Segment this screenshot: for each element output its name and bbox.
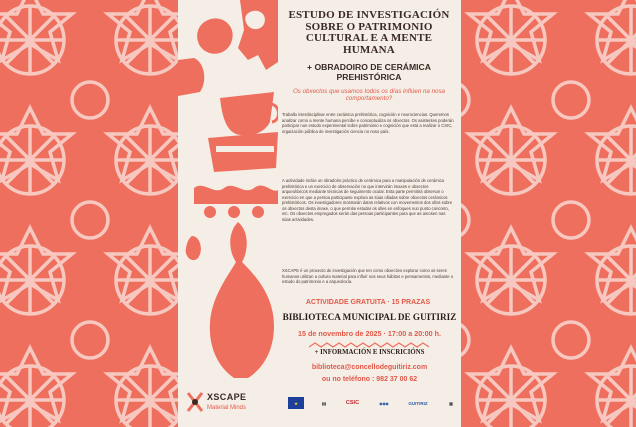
cup-icon: [220, 92, 274, 136]
cutout-shape-left: [178, 58, 204, 96]
zigzag-divider: [309, 342, 429, 348]
guitiriz-logo: GUITIRIZ: [408, 400, 428, 406]
cutout-leaf: [186, 236, 201, 260]
ornamental-frieze: [194, 185, 278, 218]
csic-logo: CSIC: [345, 400, 360, 406]
event-poster: [178, 0, 461, 427]
bowl-stripe: [216, 146, 274, 152]
contact-phone: ou no teléfono : 982 37 00 62: [321, 376, 418, 383]
ceramic-illustration: [178, 0, 278, 387]
xscape-logo: [186, 387, 272, 423]
sponsor-logos: [288, 392, 460, 414]
poster-subtitle: + OBRADOIRO DE CERÁMICA PREHISTÓRICA: [307, 62, 431, 82]
info-heading: + INFORMACIÓN E INSCRICIÓNS: [314, 349, 425, 356]
contact-email-link[interactable]: biblioteca@concellodeguitiriz.com: [311, 364, 428, 371]
cutout-shape-top: [238, 0, 278, 70]
brand-name: XSCAPE: [207, 392, 247, 402]
activity-badge: ACTIVIDADE GRATUITA · 15 PRAZAS: [305, 299, 431, 306]
tile-pattern-left: [0, 0, 178, 427]
poster-title: ESTUDO DE INVESTIGACIÓN SOBRE O PATRIMONIO CULTURAL E A MENTE HUMANA: [288, 9, 450, 56]
venue-name: BIBLIOTECA MUNICIPAL DE GUITIRIZ: [282, 312, 457, 322]
vase-icon: [210, 222, 274, 378]
library-logo: ▦: [449, 400, 453, 406]
xscape-mark-icon: [186, 391, 204, 413]
government-logo: ▮▮: [321, 400, 327, 406]
paragraph-xscape: XSCAPE é un proxecto de investigación que ten como obxectivo explorar como os seres humanos utilizan a cultura material para influír nos seus hábitos e pensamentos, mediante o estudo do patrimonio e a arqueoloxía.: [282, 268, 454, 284]
eu-flag-logo: ★: [288, 397, 304, 409]
paragraph-activity: A actividade inclúe un obradoiro práctico de cerámica para a manipulación de cerámica prehistórica e un exercicio de observación no que intervirán imaxes e obxectos arqueolóxicos mediante técnicas de seguimento ocular. Esta parte permitirá observar o exercicio en que a persoa participante explora as súas olladas sobre obxectos cerámicos prehistóricos. Os investigadores mostrarán datos relativos con movementos dos ollos sobre os obxectos desta imaxe, o que permite estudar os olles en enfoques nun punto concreto, etc. Os obxectos empregados serán das persoas participantes para que as amosen nas súas actividades.: [282, 178, 453, 222]
left-pattern-panel: [0, 0, 178, 427]
right-pattern-panel: [461, 0, 636, 427]
event-date: 15 de novembro de 2025 · 17:00 a 20:00 h.: [297, 329, 442, 338]
cutout-figure: [197, 18, 233, 53]
poster-question: Os obxectos que usamos todos os días inflúen na nosa comportamento?: [292, 88, 446, 103]
tile-pattern-right: [461, 0, 636, 427]
xunta-logo: ◆◆◆: [379, 400, 389, 406]
brand-tagline: Material Minds: [207, 405, 247, 411]
paragraph-intro: Traballo interdisciplinar entre cerámica prehistórica, cognición e neurociencias. Queremos analizar como a mente humana percibe e conceptualiza os obxectos. Os asistentes poderán participar nun estudo experimental sobre patrimonio e cognición que está a realizar o CSIC, orgaización pública de investigación ciencia no noso país.: [282, 112, 454, 134]
